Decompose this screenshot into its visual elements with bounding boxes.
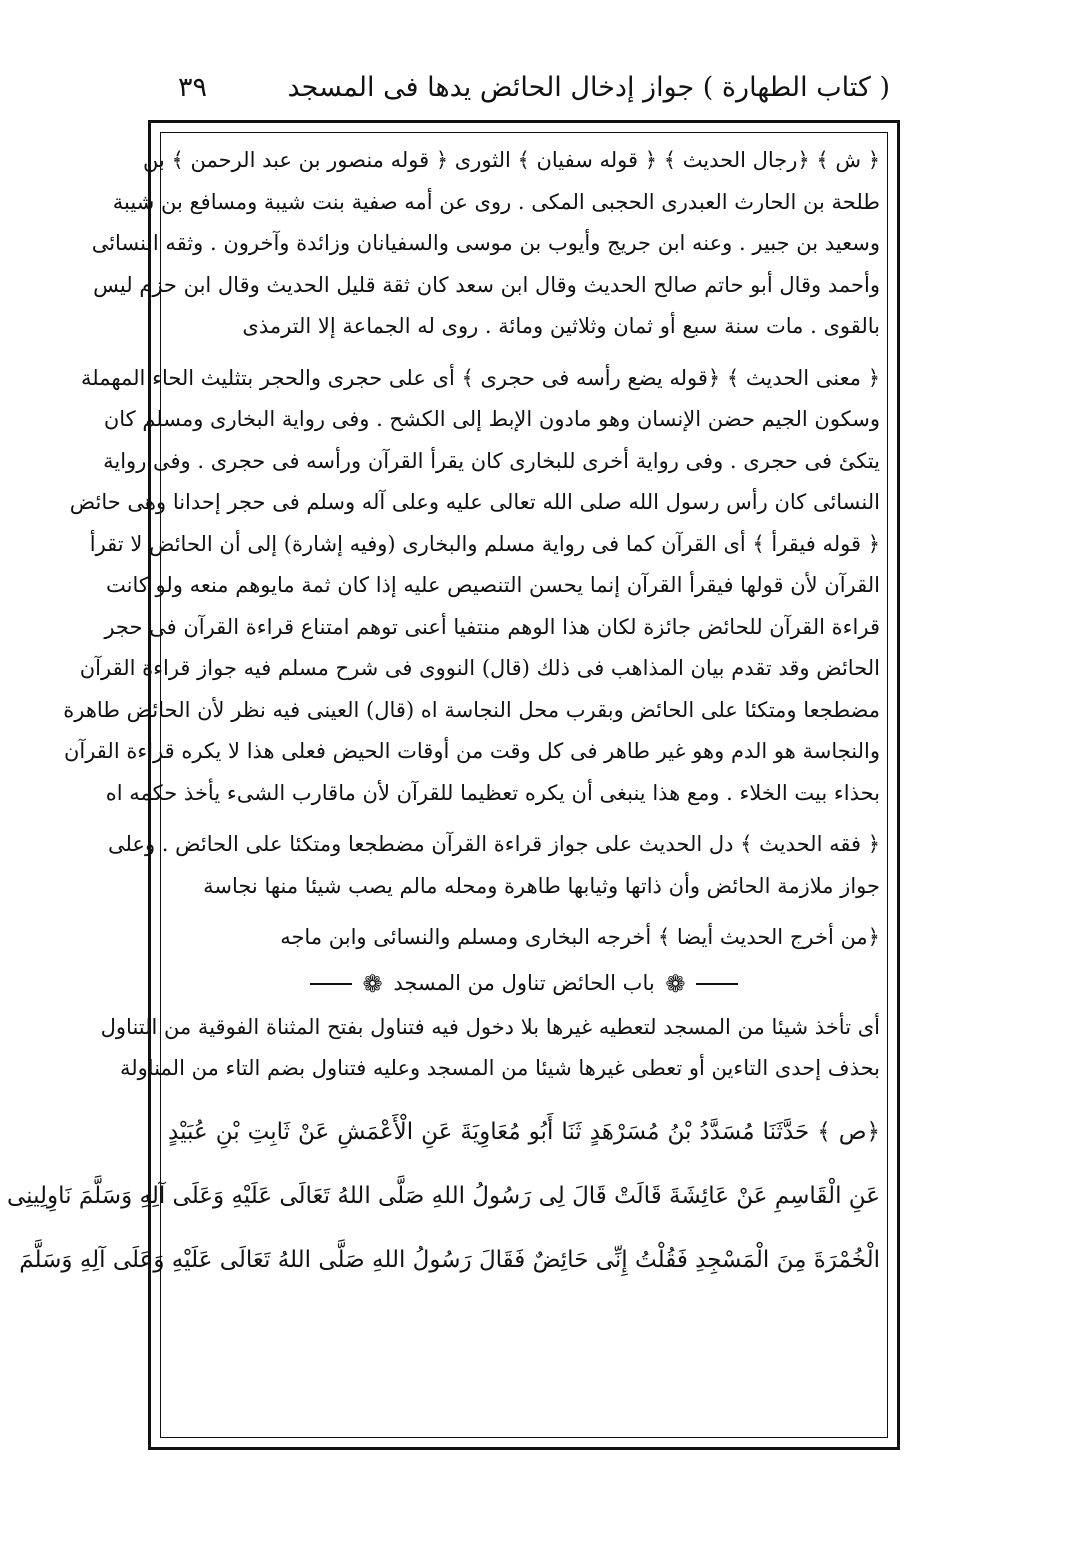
text-line: ﴿ معنى الحديث ﴾ ﴿قوله يضع رأسه فى حجرى ﴾ أى على حجرى والحجر بتثليث الحاء المهملة xyxy=(80,365,880,390)
text-line: ﴿ ش ﴾ ﴿رجال الحديث ﴾ ﴿ قوله سفيان ﴾ الثورى ﴿ قوله منصور بن عبد الرحمن ﴾ بن xyxy=(142,148,880,172)
text-line: جواز ملازمة الحائض وأن ذاتها وثيابها طاهرة ومحله مالم يصب شيئا منها نجاسة xyxy=(203,873,880,898)
hadith-line: الْخُمْرَةَ مِنَ الْمَسْجِدِ فَقُلْتُ إِنِّى حَائِضٌ فَقَالَ رَسُولُ اللهِ صَلَّى اللهُ تَعَالَى عَلَيْهِ وَعَلَى آلِهِ وَسَلَّمَ xyxy=(19,1246,880,1273)
text-line: النسائى كان رأس رسول الله صلى الله تعالى عليه وعلى آله وسلم فى حجر إحدانا وهى حائض xyxy=(69,490,880,514)
text-line: يتكئ فى حجرى . وفى رواية أخرى للبخارى كان يقرأ القرآن ورأسه فى حجرى . وفى رواية xyxy=(103,448,880,473)
text-line: وسعيد بن جبير . وعنه ابن جريج وأيوب بن موسى والسفيانان وزائدة وآخرون . وثقه النسائى xyxy=(91,231,880,255)
heading-rule xyxy=(696,983,738,985)
text-line: أى تأخذ شيئا من المسجد لتعطيه غيرها بلا دخول فيه فتناول بفتح المثناة الفوقية من التناول xyxy=(100,1014,880,1039)
text-line: بحذف إحدى التاءين أو تعطى غيرها شيئا من المسجد وعليه فتناول بضم التاء من المناولة xyxy=(120,1056,880,1080)
floral-ornament-icon: ❁ xyxy=(362,970,383,998)
text-line: والنجاسة هو الدم وهو غير طاهر فى كل وقت من أوقات الحيض فعلى هذا لا يكره قراءة القرآن xyxy=(63,739,880,763)
hadith-line: عَنِ الْقَاسِمِ عَنْ عَائِشَةَ قَالَتْ قَالَ لِى رَسُولُ اللهِ صَلَّى اللهُ تَعَالَى عَلَيْهِ وَعَلَى آلِهِ وَسَلَّمَ نَاوِلِينِى xyxy=(6,1182,880,1209)
chapter-title: باب الحائض تناول من المسجد xyxy=(393,970,655,995)
heading-rule xyxy=(310,983,352,985)
fiqh-section xyxy=(107,824,880,907)
text-line: الحائض وقد تقدم بيان المذاهب فى ذلك (قال) النووى فى شرح مسلم فيه جواز قراءة القرآن xyxy=(79,656,880,680)
text-line: مضطجعا ومتكئا على الحائض وبقرب محل النجاسة اه (قال) العينى فيه نظر لأن الحائض طاهرة xyxy=(63,697,880,722)
text-line: وسكون الجيم حضن الإنسان وهو مادون الإبط إلى الكشح . وفى رواية البخارى ومسلم كان xyxy=(103,407,880,431)
floral-ornament-icon: ❁ xyxy=(665,970,686,998)
section-gap xyxy=(168,348,880,358)
section-gap xyxy=(168,1090,880,1100)
chapter-intro xyxy=(100,1007,880,1090)
section-gap xyxy=(168,907,880,917)
section-gap xyxy=(168,814,880,824)
text-line: قراءة القرآن للحائض جائزة لكان هذا الوهم منتفيا أعنى توهم امتناع قراءة القرآن فى حجر xyxy=(104,614,880,639)
text-line: طلحة بن الحارث العبدرى الحجبى المكى . روى عن أمه صفية بنت شيبة ومسافع بن شيبة xyxy=(112,189,880,214)
running-title: ( كتاب الطهارة ) جواز إدخال الحائض يدها فى المسجد xyxy=(287,72,890,103)
text-line: القرآن لأن قولها فيقرأ القرآن إنما يحسن التنصيص عليه إذا كان ثمة مايوهم منعه ولو كانت xyxy=(105,573,880,597)
hadith-line: ﴿ص ﴾ حَدَّثَنَا مُسَدَّدُ بْنُ مُسَرْهَدٍ ثَنَا أَبُو مُعَاوِيَةَ عَنِ الْأَعْمَشِ عَنْ ثَابِتِ بْنِ عُبَيْدٍ xyxy=(168,1118,880,1145)
text-line: ﴿ فقه الحديث ﴾ دل الحديث على جواز قراءة القرآن مضطجعا ومتكئا على الحائض . وعلى xyxy=(107,832,880,856)
text-line: بحذاء بيت الخلاء . ومع هذا ينبغى أن يكره تعظيما للقرآن لأن ماقارب الشىء يأخذ حكمه اه xyxy=(105,780,880,805)
text-line: ﴿من أخرج الحديث أيضا ﴾ أخرجه البخارى ومسلم والنسائى وابن ماجه xyxy=(280,925,880,949)
page-body xyxy=(6,140,880,1430)
text-line: ﴿ قوله فيقرأ ﴾ أى القرآن كما فى رواية مسلم والبخارى (وفيه إشارة) إلى أن الحائض لا تقرأ xyxy=(89,531,880,556)
sharh-section xyxy=(91,140,880,348)
text-line: وأحمد وقال أبو حاتم صالح الحديث وقال ابن سعد كان ثقة قليل الحديث وقال ابن حزم ليس xyxy=(93,272,880,297)
chapter-heading xyxy=(168,959,880,1007)
text-line: بالقوى . مات سنة سبع أو ثمان وثلاثين ومائة . روى له الجماعة إلا الترمذى xyxy=(242,314,880,338)
hadith-text xyxy=(6,1100,880,1292)
page-number: ٣٩ xyxy=(178,72,208,103)
page-header xyxy=(150,62,890,112)
meaning-section xyxy=(63,358,880,815)
takhrij-section xyxy=(168,917,880,959)
